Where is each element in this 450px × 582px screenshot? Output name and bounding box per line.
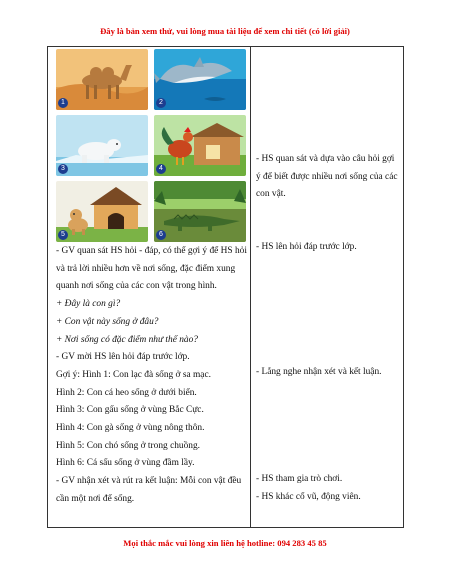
teacher-activities xyxy=(56,243,252,509)
camel-desert-image xyxy=(56,49,148,110)
question-line: + Con vật này sống ở đâu? xyxy=(56,316,159,327)
hotline-notice: Mọi thắc mắc vui lòng xin liên hệ hotline: 094 283 45 85 xyxy=(123,538,327,548)
student-line: - Lắng nghe nhận xét và kết luận. xyxy=(256,367,382,377)
polar-bear-image xyxy=(56,115,148,176)
hint-line: Hình 3: Con gấu sống ở vùng Bắc Cực. xyxy=(56,405,204,416)
teacher-line: - GV nhận xét và rút ra kết luận: Mỗi con vật đều cần một nơi để sống. xyxy=(56,476,242,504)
dog-kennel-image xyxy=(56,181,148,242)
question-line: + Nơi sống có đặc điểm như thế nào? xyxy=(56,334,198,345)
teacher-line: - GV mời HS lên hỏi đáp trước lớp. xyxy=(56,352,190,363)
animal-image-grid xyxy=(56,49,246,244)
hint-line: Hình 6: Cá sấu sống ở vùng đầm lầy. xyxy=(56,458,195,469)
image-number: 3 xyxy=(58,164,68,174)
image-number: 5 xyxy=(58,230,68,240)
dolphin-sea-image xyxy=(154,49,246,110)
hint-line: Hình 4: Con gà sống ở vùng nông thôn. xyxy=(56,423,205,434)
student-activity xyxy=(256,489,401,507)
student-column xyxy=(256,47,401,527)
student-activity xyxy=(256,239,401,257)
teacher-line: - GV quan sát HS hỏi - đáp, có thể gợi ý để HS hỏi và trả lời nhiều hơn về nơi sống, đặc điểm xung quanh nơi sống của các con vật trong hình. xyxy=(56,246,247,292)
lesson-table xyxy=(47,46,404,528)
question-line: + Đây là con gì? xyxy=(56,299,121,310)
student-line: - HS khác cổ vũ, động viên. xyxy=(256,492,361,502)
student-activity xyxy=(256,364,401,382)
student-line: - HS tham gia trò chơi. xyxy=(256,474,343,484)
image-number: 4 xyxy=(156,164,166,174)
student-activity xyxy=(256,471,401,489)
hint-line: Gợi ý: Hình 1: Con lạc đà sống ở sa mạc. xyxy=(56,369,211,380)
image-number: 1 xyxy=(58,98,68,108)
preview-notice: Đây là bản xem thử, vui lòng mua tài liệu để xem chi tiết (có lời giải) xyxy=(100,26,350,36)
hint-line: Hình 5: Con chó sống ở trong chuồng. xyxy=(56,440,201,451)
image-number: 2 xyxy=(156,98,166,108)
rooster-farm-image xyxy=(154,115,246,176)
hint-line: Hình 2: Con cá heo sống ở dưới biển. xyxy=(56,387,197,398)
student-line: - HS lên hỏi đáp trước lớp. xyxy=(256,242,357,252)
crocodile-swamp-image xyxy=(154,181,246,242)
student-line: - HS quan sát và dựa vào câu hỏi gợi ý để biết được nhiều nơi sống của các con vật. xyxy=(256,154,398,200)
student-activity xyxy=(256,151,401,204)
teacher-column xyxy=(52,47,248,527)
image-number: 6 xyxy=(156,230,166,240)
